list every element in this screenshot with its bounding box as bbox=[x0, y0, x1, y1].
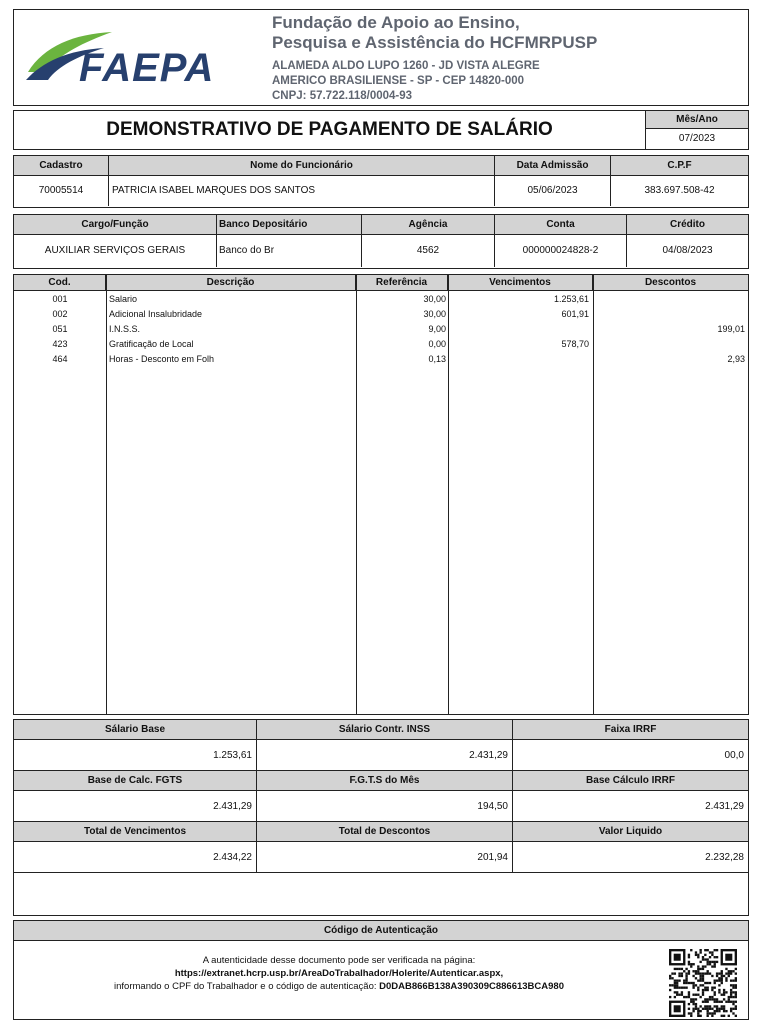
label-base-fgts: Base de Calc. FGTS bbox=[14, 771, 257, 791]
item-code: 002 bbox=[52, 309, 68, 319]
value-salario-base: 1.253,61 bbox=[14, 740, 257, 771]
payment-items-table bbox=[13, 274, 749, 715]
label-valor-liquido: Valor Liquido bbox=[513, 822, 748, 842]
header-credito: Crédito bbox=[627, 215, 748, 235]
org-cnpj: CNPJ: 57.722.118/0004-93 bbox=[272, 90, 413, 102]
item-code: 423 bbox=[52, 339, 68, 349]
account-value: 000000024828-2 bbox=[495, 235, 627, 267]
label-fgts-mes: F.G.T.S do Mês bbox=[257, 771, 513, 791]
employee-table bbox=[13, 155, 749, 208]
value-total-vencimentos: 2.434,22 bbox=[14, 842, 257, 873]
item-reference: 30,00 bbox=[423, 309, 446, 319]
admission-date: 05/06/2023 bbox=[495, 176, 611, 206]
item-vencimento: 601,91 bbox=[561, 309, 589, 319]
label-salario-contr-inss: Sálario Contr. INSS bbox=[257, 720, 513, 740]
item-description: Salario bbox=[109, 294, 138, 304]
value-salario-contr-inss: 2.431,29 bbox=[257, 740, 513, 771]
col-cod: Cod. bbox=[14, 275, 106, 291]
table-row bbox=[14, 292, 748, 307]
item-desconto: 199,01 bbox=[717, 324, 745, 334]
table-row bbox=[14, 337, 748, 352]
header-nome: Nome do Funcionário bbox=[109, 156, 495, 176]
qr-code-icon bbox=[669, 949, 737, 1017]
period-label: Mês/Ano bbox=[646, 111, 748, 129]
header-agencia: Agência bbox=[362, 215, 495, 235]
item-description: I.N.S.S. bbox=[109, 324, 141, 334]
employee-name: PATRICIA ISABEL MARQUES DOS SANTOS bbox=[109, 176, 495, 206]
label-faixa-irrf: Faixa IRRF bbox=[513, 720, 748, 740]
item-vencimento: 1.253,61 bbox=[553, 294, 589, 304]
label-base-irrf: Base Cálculo IRRF bbox=[513, 771, 748, 791]
header-data-admissao: Data Admissão bbox=[495, 156, 611, 176]
job-table bbox=[13, 214, 749, 269]
header-cadastro: Cadastro bbox=[14, 156, 109, 176]
item-code: 001 bbox=[52, 294, 68, 304]
value-base-fgts: 2.431,29 bbox=[14, 791, 257, 822]
table-row bbox=[14, 352, 748, 367]
totals-table bbox=[13, 719, 749, 916]
auth-url[interactable]: https://extranet.hcrp.usp.br/AreaDoTrabalhador/Holerite/Autenticar.aspx, bbox=[174, 968, 504, 979]
auth-title: Código de Autenticação bbox=[14, 921, 748, 941]
col-descricao: Descrição bbox=[106, 275, 356, 291]
item-code: 051 bbox=[52, 324, 68, 334]
organization-info bbox=[272, 13, 597, 104]
auth-line1: A autenticidade desse documento pode ser verificada na página: bbox=[202, 955, 476, 966]
col-descontos: Descontos bbox=[593, 275, 748, 291]
org-name-line2: Pesquisa e Assistência do HCFMRPUSP bbox=[272, 33, 598, 52]
col-vencimentos: Vencimentos bbox=[448, 275, 593, 291]
item-reference: 9,00 bbox=[428, 324, 446, 334]
item-reference: 30,00 bbox=[423, 294, 446, 304]
employee-id: 70005514 bbox=[14, 176, 109, 206]
credit-date: 04/08/2023 bbox=[662, 245, 713, 256]
label-salario-base: Sálario Base bbox=[14, 720, 257, 740]
authentication-section bbox=[13, 920, 749, 1020]
period-value: 07/2023 bbox=[678, 133, 716, 144]
faepa-logo bbox=[24, 26, 254, 90]
header-conta: Conta bbox=[495, 215, 627, 235]
table-row bbox=[14, 322, 748, 337]
document-title: DEMONSTRATIVO DE PAGAMENTO DE SALÁRIO bbox=[14, 111, 646, 149]
label-total-descontos: Total de Descontos bbox=[257, 822, 513, 842]
logo-text: FAEPA bbox=[79, 46, 215, 90]
auth-line3 bbox=[14, 980, 664, 993]
bank-name: Banco do Br bbox=[217, 235, 362, 267]
value-fgts-mes: 194,50 bbox=[257, 791, 513, 822]
job-title: AUXILIAR SERVIÇOS GERAIS bbox=[14, 235, 217, 267]
value-base-irrf: 2.431,29 bbox=[513, 791, 748, 822]
agency-value: 4562 bbox=[362, 235, 495, 267]
item-vencimento: 578,70 bbox=[561, 339, 589, 349]
table-row bbox=[14, 307, 748, 322]
header-banco: Banco Depositário bbox=[217, 215, 362, 235]
label-total-vencimentos: Total de Vencimentos bbox=[14, 822, 257, 842]
auth-code: D0DAB866B138A390309C886613BCA980 bbox=[379, 981, 564, 992]
item-code: 464 bbox=[52, 354, 68, 364]
item-reference: 0,00 bbox=[428, 339, 446, 349]
org-address2: AMERICO BRASILIENSE - SP - CEP 14820-000 bbox=[272, 75, 525, 87]
auth-line3-prefix: informando o CPF do Trabalhador e o código de autenticação: bbox=[114, 981, 377, 992]
cpf-value: 383.697.508-42 bbox=[644, 185, 715, 196]
item-reference: 0,13 bbox=[428, 354, 446, 364]
item-description: Gratificação de Local bbox=[109, 339, 194, 349]
item-description: Adicional Insalubridade bbox=[109, 309, 203, 319]
value-total-descontos: 201,94 bbox=[257, 842, 513, 873]
item-description: Horas - Desconto em Folh bbox=[109, 354, 215, 364]
header-cargo: Cargo/Função bbox=[14, 215, 217, 235]
org-name-line1: Fundação de Apoio ao Ensino, bbox=[272, 13, 520, 32]
header-cpf: C.P.F bbox=[611, 156, 748, 176]
org-address1: ALAMEDA ALDO LUPO 1260 - JD VISTA ALEGRE bbox=[272, 60, 540, 72]
col-referencia: Referência bbox=[356, 275, 448, 291]
auth-text bbox=[14, 954, 664, 993]
value-faixa-irrf: 00,0 bbox=[513, 740, 748, 771]
company-header bbox=[13, 9, 749, 106]
value-valor-liquido: 2.232,28 bbox=[513, 842, 748, 873]
item-desconto: 2,93 bbox=[727, 354, 745, 364]
title-bar bbox=[13, 110, 749, 150]
